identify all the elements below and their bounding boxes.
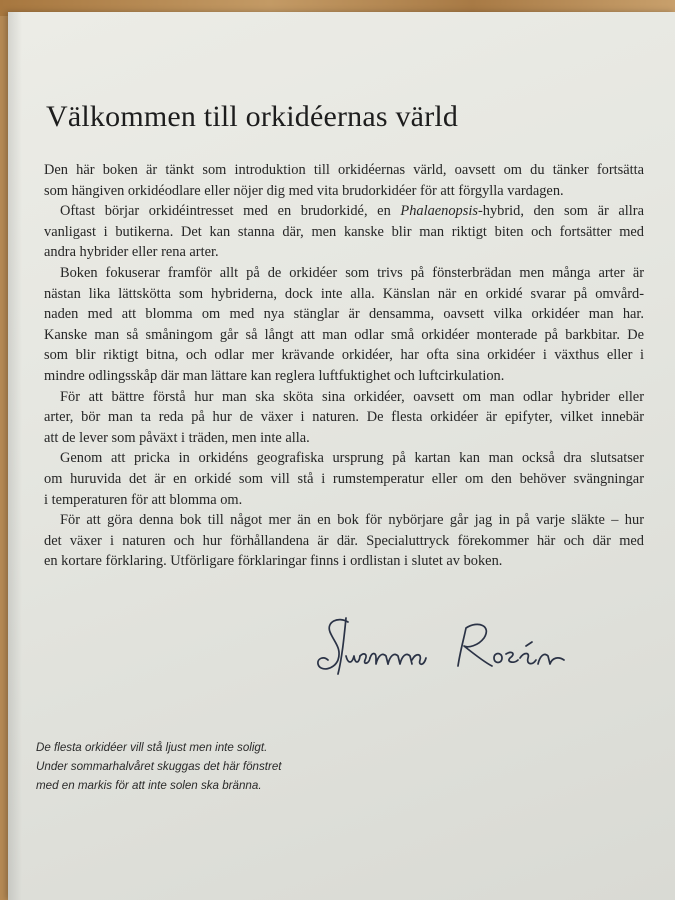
- caption-line: Under sommarhalvåret skuggas det här fönstret: [36, 760, 282, 773]
- text-line: Genom att pricka in orkidéns geografiska ursprung på kartan kan man också dra slutsatser: [60, 450, 644, 467]
- text-line: För att bättre förstå hur man ska sköta sina orkidéer, oavsett om man odlar hybrider eller: [60, 388, 644, 405]
- text-line: arter, bör man ta reda på hur de växer i naturen. De flesta orkidéer är epifyter, vilket innebär: [44, 409, 644, 426]
- body-text: [44, 160, 644, 572]
- text-line: Kanske man så småningom går så långt att man odlar små orkidéer monterade på barkbitar. De: [44, 326, 644, 343]
- caption-line: De flesta orkidéer vill stå ljust men inte soligt.: [36, 741, 268, 754]
- photo-caption: [36, 738, 356, 795]
- text-line: om huruvida det är en orkidé som vill stå i rumstemperatur eller om den behöver svängningar: [44, 470, 644, 487]
- page-title: Välkommen till orkidéernas värld: [46, 100, 459, 133]
- text-line: vanligast i butikerna. Det kan stanna där, men kanske blir man riktigt biten och fortsätter med: [44, 223, 644, 240]
- text-line: en kortare förklaring. Utförligare förklaringar finns i ordlistan i slutet av boken.: [44, 553, 503, 570]
- text-line: naden med att blomma om med nya stänglar är densamma, oavsett vilka orkidéer man har.: [44, 306, 644, 323]
- caption-line: med en markis för att inte solen ska bränna.: [36, 779, 262, 792]
- text-line: nästan lika lättskötta som hybriderna, dock inte alla. Känslan när en orkidé svarar på omvård-: [44, 285, 644, 302]
- text-line: som hängiven orkidéodlare eller nöjer dig med vita brudorkidéer för att förgylla vardagen.: [44, 182, 564, 199]
- handwritten-signature: [308, 608, 608, 688]
- text-line: andra hybrider eller rena arter.: [44, 244, 219, 261]
- text-line: det växer i naturen och hur förhållandena är där. Specialuttryck förekommer här och där med: [44, 532, 644, 549]
- text-line: Oftast börjar orkidéintresset med en brudorkidé, en Phalaenopsis-hybrid, den som är allra: [60, 203, 644, 220]
- text-line: Boken fokuserar framför allt på de orkidéer som trivs på fönsterbrädan men många arter är: [60, 264, 644, 281]
- italic-term: Phalaenopsis: [400, 203, 478, 220]
- text-line: i temperaturen för att blomma om.: [44, 491, 243, 508]
- text-line: Den här boken är tänkt som introduktion till orkidéernas värld, oavsett om du tänker fortsätta: [44, 162, 644, 178]
- text-line: att de lever som påväxt i träden, men inte alla.: [44, 429, 310, 446]
- text-line: mindre odlingsskåp där man lättare kan reglera luftfuktighet och luftcirkulation.: [44, 367, 505, 384]
- text-line: För att göra denna bok till något mer än en bok för nybörjare går jag in på varje släkte – hur: [60, 512, 644, 529]
- text-line: som blir riktigt bitna, och odlar mer krävande orkidéer, har ofta sina orkidéer i växthus eller i: [44, 347, 644, 364]
- page-fold-shadow: [8, 12, 22, 900]
